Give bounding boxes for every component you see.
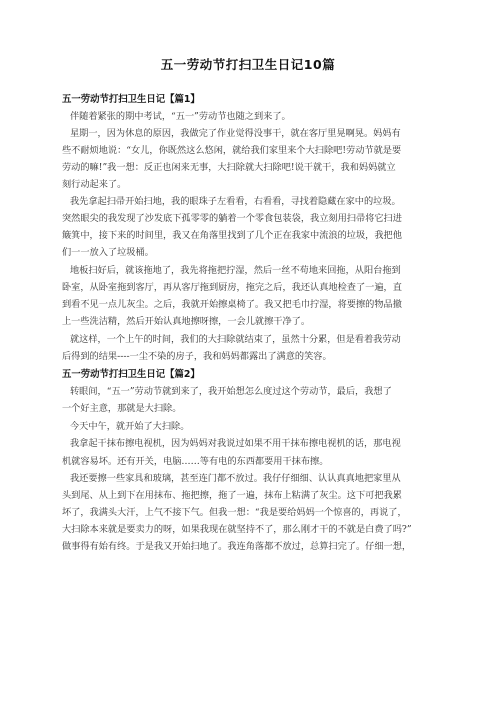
- paragraph-line: 到看不见一点儿灰尘。之后，我就开始擦桌椅了。我又把毛巾拧湿，将要擦的物品撤: [62, 299, 402, 310]
- paragraph-line: 大扫除本来就是要卖力的呀，如果我现在就坚持不了，那么刚才干的不就是白费了吗?”: [62, 524, 412, 535]
- paragraph-line: 些不耐烦地说：“女儿，你既然这么悠闲，就给我们家里来个大扫除吧!劳动节就是要: [62, 145, 402, 156]
- paragraph-line: 簸箕中，接下来的时间里，我又在角落里找到了几个正在我家中流浪的垃圾，我把他: [62, 230, 402, 241]
- paragraph-line: 我拿起干抹布擦电视机，因为妈妈对我说过如果不用干抹布擦电视机的话，那电视: [70, 438, 401, 449]
- paragraph-line: 卧室，从卧室拖到客厅，再从客厅拖到厨房，拖完之后，我还认真地检查了一遍，直: [62, 282, 402, 293]
- paragraph-line: 一个好主意，那就是大扫除。: [62, 403, 182, 414]
- paragraph-line: 后得到的结果----一尘不染的房子，我和妈妈都露出了满意的笑容。: [62, 351, 332, 362]
- paragraph-line: 劳动的嘛!”我一想：反正也闲来无事，大扫除就大扫除吧!说干就干，我和妈妈就立: [62, 162, 396, 173]
- paragraph-line: 坏了，我满头大汗，上气不接下气。但我一想：“我是要给妈妈一个惊喜的，再说了，: [62, 507, 407, 518]
- paragraph-line: 们一一放入了垃圾桶。: [62, 247, 154, 258]
- paragraph-line: 伴随着紧张的期中考试，“五一”劳动节也随之到来了。: [70, 111, 291, 122]
- paragraph-line: 就这样，一个上午的时间，我们的大扫除就结束了，虽然十分累，但是看着我劳动: [70, 334, 401, 345]
- paragraph-line: 刻行动起来了。: [62, 179, 127, 190]
- paragraph-line: 上一些洗洁精，然后开始认真地擦呀擦，一会儿就擦干净了。: [62, 316, 311, 327]
- section-heading-1: 五一劳动节打扫卫生日记【篇1】: [62, 94, 200, 105]
- paragraph-line: 我先拿起扫帚开始扫地，我的眼珠子左看看，右看看，寻找着隐藏在家中的垃圾。: [70, 196, 401, 207]
- paragraph-line: 今天中午，就开始了大扫除。: [70, 421, 190, 432]
- paragraph-line: 突然眼尖的我发现了沙发底下孤零零的躺着一个零食包装袋，我立刻用扫帚将它扫进: [62, 213, 402, 224]
- paragraph-line: 转眼间，“五一”劳动节就到来了，我开始想怎么度过这个劳动节，最后，我想了: [70, 386, 392, 397]
- paragraph-line: 做事得有始有终。于是我又开始扫地了。我连角落都不放过，总算扫完了。仔细一想，: [62, 541, 412, 552]
- paragraph-line: 星期一，因为休息的原因，我做完了作业觉得没事干，就在客厅里晃啊晃。妈妈有: [70, 128, 401, 139]
- paragraph-line: 我还要擦一些家具和玻璃，甚至连门都不放过。我仔仔细细、认认真真地把家里从: [70, 473, 401, 484]
- page-title: 五一劳动节打扫卫生日记10篇: [160, 57, 336, 72]
- paragraph-line: 机就容易坏。还有开关，电脑……等有电的东西都要用干抹布擦。: [62, 456, 329, 467]
- paragraph-line: 地板扫好后，就该拖地了，我先将拖把拧湿，然后一丝不苟地来回拖，从阳台拖到: [70, 265, 401, 276]
- section-heading-2: 五一劳动节打扫卫生日记【篇2】: [62, 369, 200, 380]
- paragraph-line: 头到尾、从上到下在用抹布、拖把擦，拖了一遍，抹布上粘满了灰尘。这下可把我累: [62, 490, 402, 501]
